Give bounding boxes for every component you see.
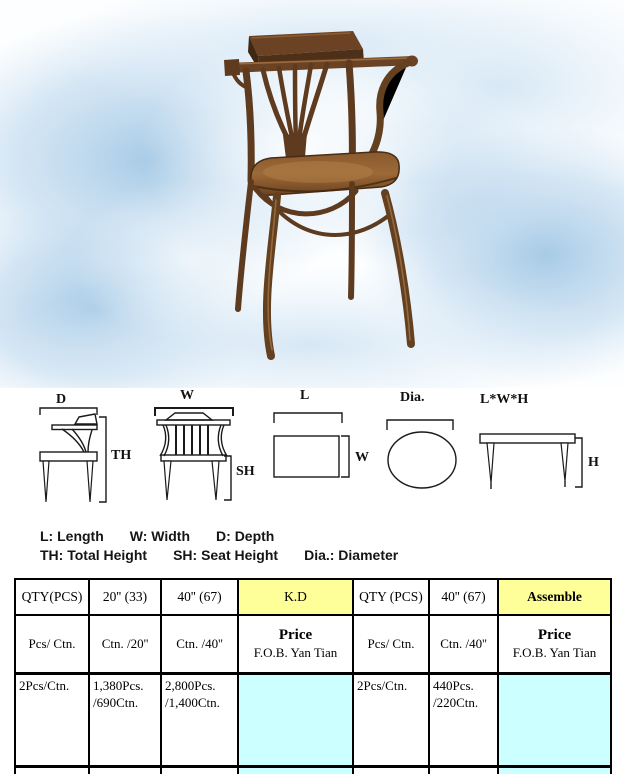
col-header-qty-assemble: QTY (PCS)	[353, 579, 429, 615]
side-view-chair-drawing	[40, 414, 97, 502]
qty-per-ctn-assemble-value: 2Pcs/Ctn.	[353, 673, 429, 766]
price-assemble-value	[498, 673, 611, 766]
col-header-assemble: Assemble	[498, 579, 611, 615]
depth-label: D	[56, 392, 67, 407]
seat-height-bracket	[224, 456, 231, 500]
data-row	[15, 673, 611, 766]
legend-item-depth: D: Depth	[216, 528, 275, 544]
legend-item-diameter: Dia.: Diameter	[304, 547, 399, 563]
price-kd-value	[238, 673, 353, 766]
legend-item-seat-height: SH: Seat Height	[173, 547, 279, 563]
qty-40ft-kd-value: 2,800Pcs. /1,400Ctn.	[161, 673, 238, 766]
fob-label: F.O.B. Yan Tian	[512, 645, 597, 661]
ctn-per-40ft-kd: Ctn. /40''	[161, 615, 238, 673]
diameter-label: Dia.	[400, 390, 425, 405]
length-label: L	[300, 388, 310, 403]
col-header-20ft: 20'' (33)	[89, 579, 161, 615]
diagram-assembled-table	[480, 392, 599, 489]
table-drawing	[480, 434, 575, 489]
ctn-per-40ft-assemble: Ctn. /40''	[429, 615, 498, 673]
col-header-qty-kd: QTY(PCS)	[15, 579, 89, 615]
lwh-label: L*W*H	[480, 392, 529, 407]
fob-label: F.O.B. Yan Tian	[253, 645, 338, 661]
diagram-rectangle	[274, 388, 369, 477]
rect-width-label: W	[355, 450, 369, 465]
packing-price-table	[14, 578, 612, 774]
diagram-front-view	[155, 388, 255, 500]
width-bracket	[155, 408, 233, 416]
qty-40ft-assemble-value: 440Pcs. /220Ctn.	[429, 673, 498, 766]
price-label: Price	[278, 627, 313, 644]
depth-bracket	[40, 408, 97, 415]
legend-line-1	[40, 527, 424, 546]
dimension-diagrams	[0, 382, 624, 524]
dimension-legend	[40, 527, 424, 565]
width-label: W	[180, 388, 194, 403]
diameter-bracket	[387, 420, 453, 430]
header-row	[15, 579, 611, 615]
price-fob-assemble	[498, 615, 611, 673]
table-height-bracket	[575, 438, 582, 487]
qty-20ft-value: 1,380Pcs. /690Ctn.	[89, 673, 161, 766]
total-height-label: TH	[111, 448, 132, 463]
rect-width-bracket	[341, 436, 349, 477]
price-label: Price	[537, 627, 572, 644]
diagram-oval	[387, 390, 456, 488]
seat-height-label: SH	[236, 464, 255, 479]
legend-item-length: L: Length	[40, 528, 104, 544]
col-header-40ft-assemble: 40'' (67)	[429, 579, 498, 615]
legend-line-2	[40, 546, 424, 565]
table-height-label: H	[588, 455, 599, 470]
col-header-40ft-kd: 40'' (67)	[161, 579, 238, 615]
pcs-per-ctn-kd: Pcs/ Ctn.	[15, 615, 89, 673]
total-height-bracket	[99, 417, 106, 502]
price-fob-kd	[238, 615, 353, 673]
qty-per-ctn-kd-value: 2Pcs/Ctn.	[15, 673, 89, 766]
legend-item-total-height: TH: Total Height	[40, 547, 148, 563]
cutoff-row	[15, 766, 611, 774]
diagram-side-view	[40, 392, 131, 502]
front-view-chair-drawing	[157, 413, 230, 500]
subheader-row	[15, 615, 611, 673]
pcs-per-ctn-assemble: Pcs/ Ctn.	[353, 615, 429, 673]
rectangle-shape	[274, 436, 339, 477]
ctn-per-20ft: Ctn. /20''	[89, 615, 161, 673]
oval-shape	[388, 432, 456, 488]
packing-price-table-wrap	[14, 578, 612, 774]
legend-item-width: W: Width	[129, 528, 191, 544]
col-header-kd: K.D	[238, 579, 353, 615]
length-bracket	[274, 413, 342, 423]
